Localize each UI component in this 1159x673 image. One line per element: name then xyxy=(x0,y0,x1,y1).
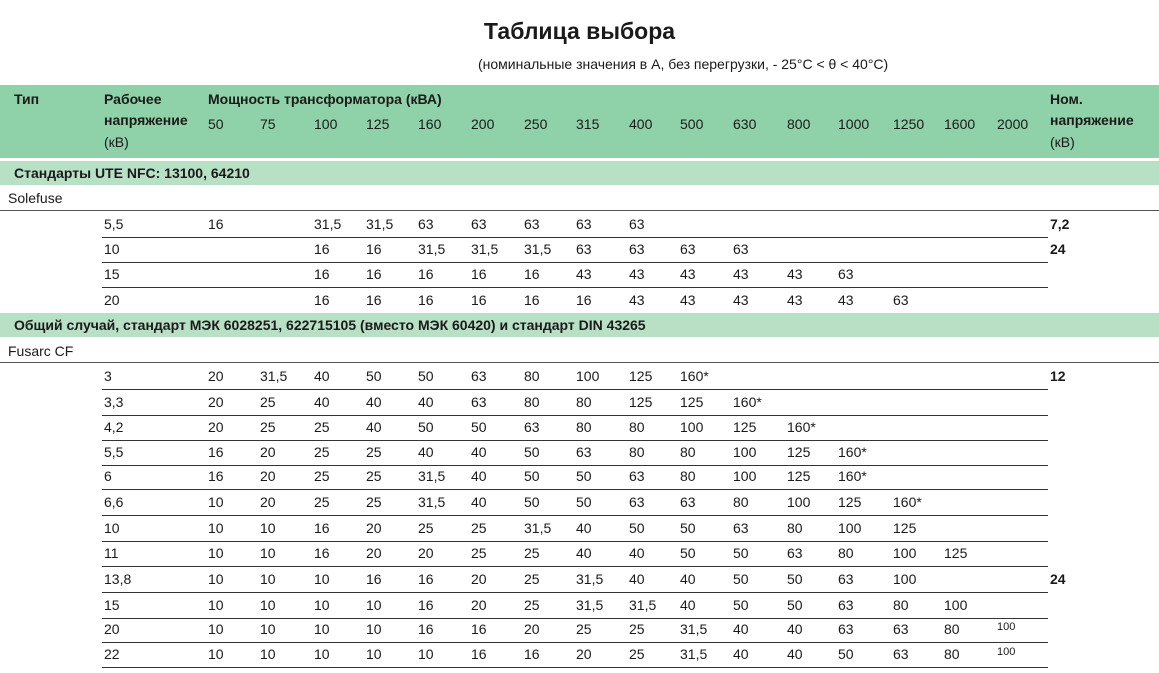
table-cell: 31,5 xyxy=(524,241,552,257)
row-voltage: 10 xyxy=(104,241,120,257)
nominal-voltage: 12 xyxy=(1050,368,1066,384)
table-cell: 63 xyxy=(471,394,487,410)
table-cell: 25 xyxy=(524,597,540,613)
table-cell: 63 xyxy=(576,216,592,232)
nominal-voltage: 7,2 xyxy=(1050,216,1070,232)
row-divider xyxy=(102,667,1048,668)
table-cell: 40 xyxy=(418,444,434,460)
power-col-header: 1250 xyxy=(893,116,925,132)
table-cell: 80 xyxy=(733,494,749,510)
table-cell: 63 xyxy=(838,571,854,587)
table-cell: 40 xyxy=(471,468,487,484)
table-cell: 50 xyxy=(680,520,696,536)
power-col-header: 1600 xyxy=(944,116,976,132)
row-voltage: 15 xyxy=(104,597,120,613)
power-col-header: 160 xyxy=(418,116,442,132)
nominal-voltage: 24 xyxy=(1050,241,1066,257)
table-cell: 16 xyxy=(418,597,434,613)
row-voltage: 3 xyxy=(104,368,112,384)
table-cell: 10 xyxy=(208,545,224,561)
table-cell: 25 xyxy=(629,646,645,662)
table-cell: 25 xyxy=(314,468,330,484)
row-voltage: 10 xyxy=(104,520,120,536)
table-cell: 10 xyxy=(260,621,276,637)
row-voltage: 4,2 xyxy=(104,419,124,435)
table-cell: 31,5 xyxy=(680,646,708,662)
brand-divider xyxy=(0,362,1159,363)
table-cell: 20 xyxy=(208,368,224,384)
table-cell: 16 xyxy=(576,292,592,308)
row-divider xyxy=(102,440,1048,441)
table-cell: 20 xyxy=(260,494,276,510)
table-cell: 160* xyxy=(733,394,762,410)
table-cell: 50 xyxy=(366,368,382,384)
table-cell: 31,5 xyxy=(524,520,552,536)
table-cell: 63 xyxy=(893,621,909,637)
table-cell: 31,5 xyxy=(418,241,446,257)
header-type: Тип xyxy=(14,91,40,107)
row-voltage: 15 xyxy=(104,266,120,282)
table-cell: 16 xyxy=(366,571,382,587)
table-cell: 25 xyxy=(524,545,540,561)
table-cell: 63 xyxy=(524,216,540,232)
header-voltage-line3: (кВ) xyxy=(104,134,129,150)
table-cell: 80 xyxy=(680,468,696,484)
row-voltage: 5,5 xyxy=(104,216,124,232)
table-cell: 63 xyxy=(893,292,909,308)
table-cell: 40 xyxy=(471,444,487,460)
table-cell: 20 xyxy=(260,444,276,460)
table-cell: 100 xyxy=(576,368,600,384)
table-cell: 63 xyxy=(471,216,487,232)
table-cell: 25 xyxy=(629,621,645,637)
table-cell: 10 xyxy=(314,646,330,662)
table-cell: 20 xyxy=(366,545,382,561)
table-cell: 125 xyxy=(787,444,811,460)
table-cell: 100 xyxy=(944,597,968,613)
table-cell: 43 xyxy=(680,266,696,282)
row-voltage: 11 xyxy=(104,545,119,561)
table-cell: 25 xyxy=(260,419,276,435)
power-col-header: 50 xyxy=(208,116,224,132)
table-cell: 16 xyxy=(208,444,224,460)
table-cell: 20 xyxy=(418,545,434,561)
table-cell: 80 xyxy=(524,394,540,410)
table-cell: 63 xyxy=(733,520,749,536)
table-cell: 63 xyxy=(471,368,487,384)
power-col-header: 315 xyxy=(576,116,600,132)
table-cell: 16 xyxy=(418,571,434,587)
table-cell: 10 xyxy=(260,646,276,662)
table-cell: 50 xyxy=(787,597,803,613)
section-header xyxy=(0,313,1159,337)
table-cell: 50 xyxy=(733,545,749,561)
table-cell: 40 xyxy=(629,571,645,587)
power-col-header: 100 xyxy=(314,116,338,132)
table-cell: 40 xyxy=(366,419,382,435)
table-cell: 63 xyxy=(893,646,909,662)
table-cell: 50 xyxy=(629,520,645,536)
table-cell: 43 xyxy=(629,266,645,282)
table-cell: 25 xyxy=(366,444,382,460)
table-cell: 50 xyxy=(524,444,540,460)
table-cell: 50 xyxy=(787,571,803,587)
table-cell: 100 xyxy=(680,419,704,435)
table-cell: 125 xyxy=(629,368,653,384)
table-cell: 43 xyxy=(680,292,696,308)
header-nominal-line2: напряжение xyxy=(1050,112,1134,128)
row-divider xyxy=(102,465,1048,466)
row-divider xyxy=(102,287,1048,288)
table-cell: 40 xyxy=(733,621,749,637)
table-cell: 10 xyxy=(366,597,382,613)
table-cell: 43 xyxy=(629,292,645,308)
table-cell: 31,5 xyxy=(260,368,288,384)
brand-divider xyxy=(0,210,1159,211)
table-cell: 80 xyxy=(524,368,540,384)
row-voltage: 3,3 xyxy=(104,394,124,410)
table-cell: 63 xyxy=(838,597,854,613)
table-cell: 63 xyxy=(733,241,749,257)
row-divider xyxy=(102,592,1048,593)
table-cell: 40 xyxy=(471,494,487,510)
table-cell: 40 xyxy=(314,368,330,384)
table-cell: 40 xyxy=(787,621,803,637)
row-voltage: 13,8 xyxy=(104,571,132,587)
table-cell: 16 xyxy=(418,266,434,282)
table-cell: 125 xyxy=(680,394,704,410)
table-cell: 63 xyxy=(680,494,696,510)
row-divider xyxy=(102,618,1048,619)
table-cell: 16 xyxy=(524,266,540,282)
table-cell: 10 xyxy=(314,597,330,613)
header-voltage-line2: напряжение xyxy=(104,112,188,128)
table-cell: 20 xyxy=(208,394,224,410)
row-voltage: 6 xyxy=(104,468,112,484)
table-cell: 50 xyxy=(680,545,696,561)
table-cell: 100 xyxy=(997,621,1016,633)
table-cell: 50 xyxy=(838,646,854,662)
table-cell: 100 xyxy=(838,520,862,536)
table-cell: 63 xyxy=(838,266,854,282)
table-cell: 10 xyxy=(314,571,330,587)
table-cell: 100 xyxy=(893,571,917,587)
power-col-header: 2000 xyxy=(997,116,1029,132)
table-cell: 160* xyxy=(680,368,709,384)
table-cell: 10 xyxy=(366,621,382,637)
table-cell: 63 xyxy=(629,241,645,257)
table-cell: 63 xyxy=(680,241,696,257)
product-brand: Solefuse xyxy=(8,190,63,206)
row-divider xyxy=(102,566,1048,567)
table-cell: 43 xyxy=(838,292,854,308)
table-cell: 43 xyxy=(787,266,803,282)
nominal-voltage: 24 xyxy=(1050,571,1066,587)
table-cell: 80 xyxy=(576,394,592,410)
table-cell: 43 xyxy=(576,266,592,282)
power-col-header: 630 xyxy=(733,116,757,132)
table-cell: 10 xyxy=(208,571,224,587)
table-cell: 125 xyxy=(733,419,757,435)
table-cell: 50 xyxy=(524,468,540,484)
table-cell: 100 xyxy=(997,646,1016,658)
table-cell: 50 xyxy=(471,419,487,435)
table-cell: 10 xyxy=(260,571,276,587)
power-col-header: 125 xyxy=(366,116,390,132)
table-cell: 31,5 xyxy=(418,494,446,510)
table-cell: 63 xyxy=(838,621,854,637)
header-voltage-line1: Рабочее xyxy=(104,91,162,107)
table-cell: 25 xyxy=(524,571,540,587)
table-cell: 10 xyxy=(260,520,276,536)
table-cell: 125 xyxy=(893,520,917,536)
table-cell: 16 xyxy=(208,468,224,484)
table-cell: 16 xyxy=(471,266,487,282)
table-cell: 10 xyxy=(208,621,224,637)
table-cell: 25 xyxy=(314,444,330,460)
table-cell: 80 xyxy=(629,419,645,435)
table-cell: 16 xyxy=(314,241,330,257)
table-cell: 80 xyxy=(787,520,803,536)
table-cell: 20 xyxy=(471,571,487,587)
power-col-header: 500 xyxy=(680,116,704,132)
table-cell: 25 xyxy=(471,520,487,536)
table-cell: 63 xyxy=(576,241,592,257)
row-divider xyxy=(102,541,1048,542)
header-power-text: Мощность трансформатора (кВА) xyxy=(208,91,442,107)
table-cell: 80 xyxy=(629,444,645,460)
row-divider xyxy=(102,262,1048,263)
table-cell: 125 xyxy=(838,494,862,510)
table-cell: 25 xyxy=(314,419,330,435)
table-cell: 50 xyxy=(733,597,749,613)
table-cell: 25 xyxy=(366,494,382,510)
row-voltage: 5,5 xyxy=(104,444,124,460)
table-cell: 40 xyxy=(680,597,696,613)
table-cell: 100 xyxy=(787,494,811,510)
table-cell: 16 xyxy=(314,520,330,536)
table-cell: 80 xyxy=(680,444,696,460)
section-header xyxy=(0,161,1159,185)
table-cell: 20 xyxy=(524,621,540,637)
table-cell: 25 xyxy=(314,494,330,510)
table-cell: 31,5 xyxy=(629,597,657,613)
table-cell: 16 xyxy=(471,621,487,637)
power-col-header: 75 xyxy=(260,116,276,132)
product-brand: Fusarc CF xyxy=(8,343,74,359)
table-cell: 50 xyxy=(576,468,592,484)
power-col-header: 250 xyxy=(524,116,548,132)
table-cell: 31,5 xyxy=(576,597,604,613)
table-header xyxy=(0,85,1159,158)
table-cell: 40 xyxy=(733,646,749,662)
table-cell: 10 xyxy=(208,494,224,510)
table-cell: 50 xyxy=(576,494,592,510)
table-cell: 50 xyxy=(733,571,749,587)
table-cell: 16 xyxy=(366,266,382,282)
table-cell: 50 xyxy=(524,494,540,510)
table-cell: 10 xyxy=(366,646,382,662)
row-divider xyxy=(102,642,1048,643)
row-divider xyxy=(102,489,1048,490)
header-nominal-line3: (кВ) xyxy=(1050,134,1075,150)
row-divider xyxy=(102,237,1048,238)
table-cell: 31,5 xyxy=(366,216,394,232)
table-cell: 16 xyxy=(524,646,540,662)
table-cell: 80 xyxy=(944,646,960,662)
table-cell: 63 xyxy=(787,545,803,561)
table-cell: 160* xyxy=(838,468,867,484)
row-divider xyxy=(102,415,1048,416)
table-cell: 40 xyxy=(576,545,592,561)
table-cell: 40 xyxy=(787,646,803,662)
table-cell: 125 xyxy=(629,394,653,410)
table-cell: 125 xyxy=(944,545,968,561)
table-cell: 16 xyxy=(471,292,487,308)
table-cell: 16 xyxy=(314,545,330,561)
table-cell: 16 xyxy=(366,292,382,308)
header-nominal-line1: Ном. xyxy=(1050,91,1083,107)
table-cell: 80 xyxy=(893,597,909,613)
power-col-header: 800 xyxy=(787,116,811,132)
table-cell: 160* xyxy=(838,444,867,460)
table-cell: 25 xyxy=(471,545,487,561)
table-cell: 25 xyxy=(576,621,592,637)
table-cell: 16 xyxy=(418,292,434,308)
table-cell: 43 xyxy=(787,292,803,308)
table-cell: 50 xyxy=(418,419,434,435)
table-cell: 63 xyxy=(418,216,434,232)
table-cell: 16 xyxy=(366,241,382,257)
table-cell: 16 xyxy=(314,292,330,308)
table-cell: 20 xyxy=(260,468,276,484)
table-cell: 100 xyxy=(733,444,757,460)
table-cell: 16 xyxy=(208,216,224,232)
table-cell: 100 xyxy=(893,545,917,561)
table-cell: 10 xyxy=(260,597,276,613)
table-cell: 40 xyxy=(576,520,592,536)
row-voltage: 22 xyxy=(104,646,120,662)
table-cell: 80 xyxy=(944,621,960,637)
row-voltage: 6,6 xyxy=(104,494,124,510)
table-cell: 80 xyxy=(838,545,854,561)
table-cell: 25 xyxy=(260,394,276,410)
table-cell: 16 xyxy=(524,292,540,308)
table-cell: 43 xyxy=(733,266,749,282)
table-cell: 63 xyxy=(524,419,540,435)
table-cell: 20 xyxy=(208,419,224,435)
table-cell: 125 xyxy=(787,468,811,484)
table-cell: 40 xyxy=(680,571,696,587)
table-cell: 16 xyxy=(418,621,434,637)
power-col-header: 400 xyxy=(629,116,653,132)
table-cell: 31,5 xyxy=(680,621,708,637)
table-cell: 10 xyxy=(208,646,224,662)
table-cell: 10 xyxy=(208,520,224,536)
table-cell: 50 xyxy=(418,368,434,384)
header-power xyxy=(208,91,442,107)
table-cell: 10 xyxy=(418,646,434,662)
table-cell: 63 xyxy=(629,468,645,484)
table-cell: 40 xyxy=(629,545,645,561)
row-voltage: 20 xyxy=(104,292,120,308)
table-cell: 10 xyxy=(208,597,224,613)
table-cell: 20 xyxy=(576,646,592,662)
table-cell: 40 xyxy=(314,394,330,410)
table-cell: 31,5 xyxy=(576,571,604,587)
table-cell: 16 xyxy=(471,646,487,662)
page-title: Таблица выбора xyxy=(483,18,676,44)
table-cell: 160* xyxy=(893,494,922,510)
table-cell: 63 xyxy=(629,216,645,232)
table-cell: 40 xyxy=(366,394,382,410)
table-cell: 160* xyxy=(787,419,816,435)
row-voltage: 20 xyxy=(104,621,120,637)
table-cell: 20 xyxy=(471,597,487,613)
page-subtitle: (номинальные значения в А, без перегрузки, - 25°C < θ < 40°C) xyxy=(478,56,889,72)
row-divider xyxy=(102,389,1048,390)
table-cell: 25 xyxy=(366,468,382,484)
table-cell: 63 xyxy=(576,444,592,460)
table-cell: 25 xyxy=(418,520,434,536)
table-cell: 80 xyxy=(576,419,592,435)
table-cell: 40 xyxy=(418,394,434,410)
power-col-header: 1000 xyxy=(838,116,870,132)
table-cell: 100 xyxy=(733,468,757,484)
table-cell: 31,5 xyxy=(314,216,342,232)
power-col-header: 200 xyxy=(471,116,495,132)
table-cell: 43 xyxy=(733,292,749,308)
section-title: Общий случай, стандарт МЭК 6028251, 622715105 (вместо МЭК 60420) и стандарт DIN 43265 xyxy=(14,317,646,333)
table-cell: 16 xyxy=(314,266,330,282)
row-divider xyxy=(102,515,1048,516)
section-title: Стандарты UTE NFC: 13100, 64210 xyxy=(14,165,250,181)
table-cell: 31,5 xyxy=(471,241,499,257)
table-cell: 20 xyxy=(366,520,382,536)
table-cell: 63 xyxy=(629,494,645,510)
table-cell: 31,5 xyxy=(418,468,446,484)
table-cell: 10 xyxy=(260,545,276,561)
table-cell: 10 xyxy=(314,621,330,637)
